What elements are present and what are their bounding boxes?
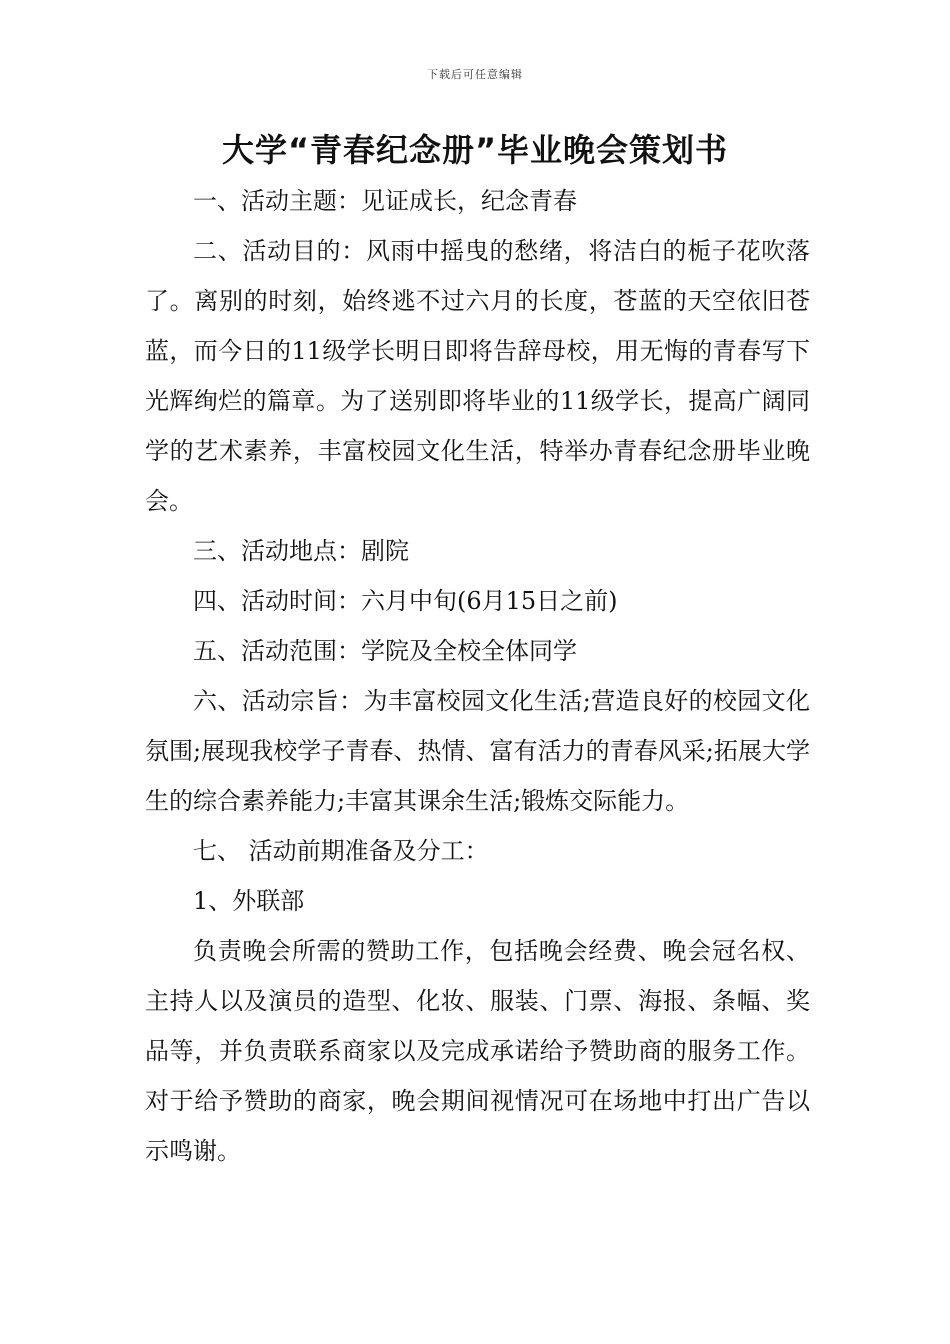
section-preparation: 七、 活动前期准备及分工： (193, 837, 489, 865)
section-scope: 五、活动范围：学院及全校全体同学 (193, 637, 577, 665)
subsection-external-relations: 1、外联部 (193, 887, 305, 915)
section-location: 三、活动地点：剧院 (193, 537, 409, 565)
section-aim: 六、活动宗旨：为丰富校园文化生活;营造良好的校园文化氛围;展现我校学子青春、热情、富有活力的青春风采;拓展大学生的综合素养能力;丰富其课余生活;锻炼交际能力。 (145, 687, 810, 815)
section-theme: 一、活动主题：见证成长，纪念青春 (193, 187, 577, 215)
section-purpose: 二、活动目的：风雨中摇曳的愁绪，将洁白的栀子花吹落了。离别的时刻，始终逃不过六月的长度，苍蓝的天空依旧苍蓝，而今日的11级学长明日即将告辞母校，用无悔的青春写下光辉绚烂的篇章。为了送别即将毕业的11级学长，提高广阔同学的艺术素养，丰富校园文化生活，特举办青春纪念册毕业晚会。 (145, 237, 810, 515)
document-body (145, 176, 810, 1176)
header-note: 下载后可任意编辑 (427, 68, 523, 81)
section-time: 四、活动时间：六月中旬(6月15日之前) (193, 587, 618, 615)
document-title: 大学“青春纪念册”毕业晚会策划书 (221, 131, 729, 169)
external-relations-duties: 负责晚会所需的赞助工作，包括晚会经费、晚会冠名权、主持人以及演员的造型、化妆、服装、门票、海报、条幅、奖品等，并负责联系商家以及完成承诺给予赞助商的服务工作。对于给予赞助的商家，晚会期间视情况可在场地中打出广告以示鸣谢。 (145, 937, 810, 1165)
